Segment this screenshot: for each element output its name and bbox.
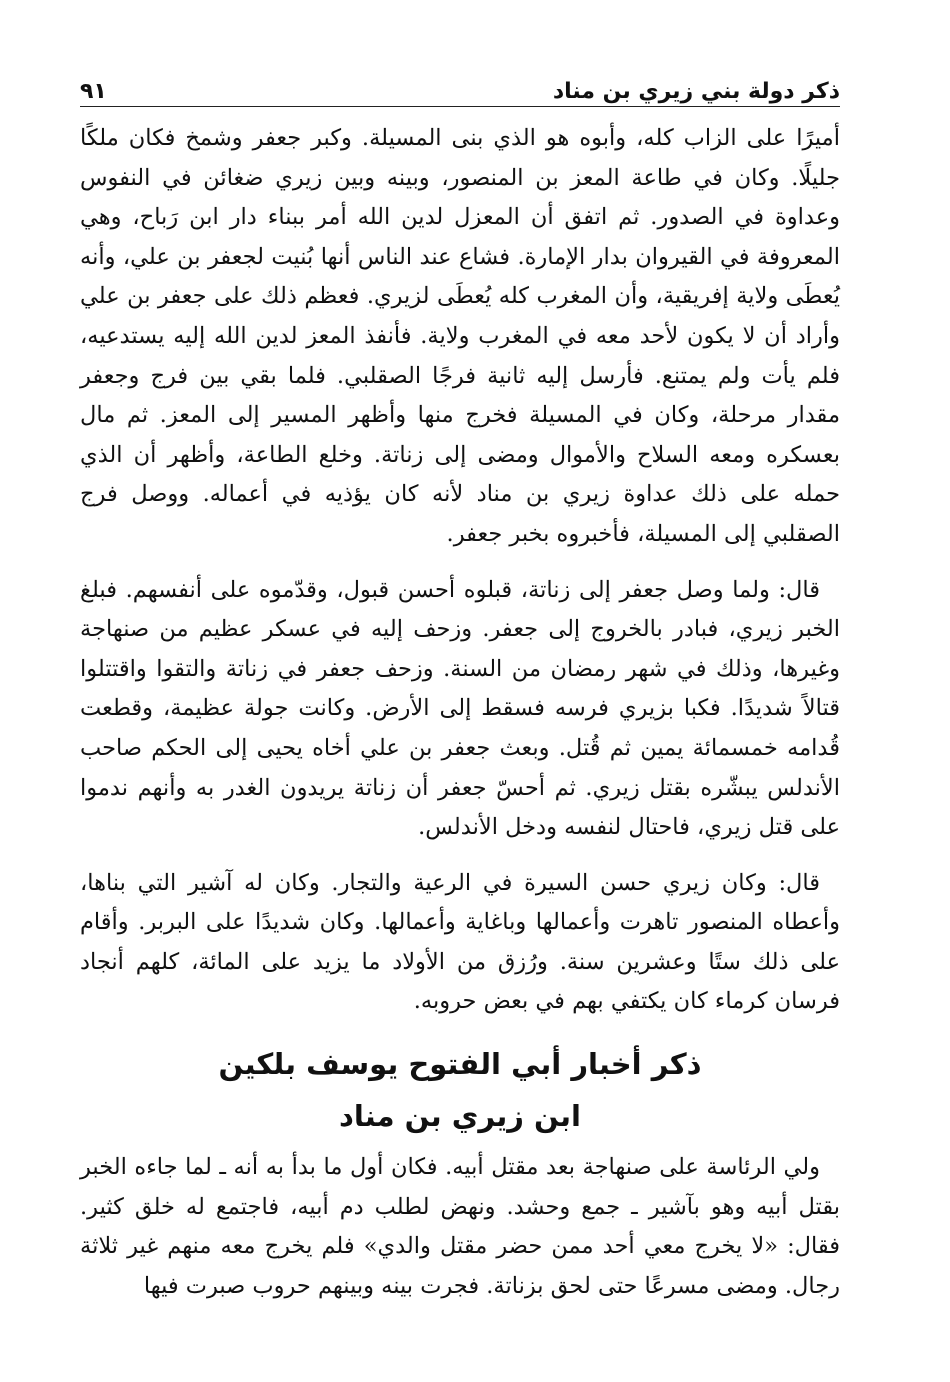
section-heading-line-1: ذكر أخبار أبي الفتوح يوسف بلكين: [218, 1047, 702, 1082]
book-page: [80, 70, 840, 1322]
running-header: [80, 70, 840, 107]
page-body: [80, 119, 840, 1306]
paragraph-3: قال: وكان زيري حسن السيرة في الرعية والتجار. وكان له آشير التي بناها، وأعطاه المنصور تاهرت وأعمالها وباغاية وأعمالها. وكان شديدًا على البربر. وأقام على ذلك ستًا وعشرين سنة. ورُزق من الأولاد ما يزيد على المائة، كلهم أنجاد فرسان كرماء كان يكتفي بهم في بعض حروبه.: [80, 869, 840, 1015]
running-title: ذكر دولة بني زيري بن مناد: [552, 79, 840, 104]
page-number: ٩١: [80, 79, 107, 104]
paragraph-2: قال: ولما وصل جعفر إلى زناتة، قبلوه أحسن قبول، وقدّموه على أنفسهم. فبلغ الخبر زيري، فبادر بالخروج إلى جعفر. وزحف إليه في عسكر عظيم من صنهاجة وغيرها، وذلك في شهر رمضان من السنة. وزحف جعفر في زناتة والتقوا واقتتلوا قتالاً شديدًا. فكبا بزيري فرسه فسقط إلى الأرض. وكانت جولة عظيمة، وقطعت قُدامه خمسمائة يمين ثم قُتل. وبعث جعفر بن علي أخاه يحيى إلى الحكم صاحب الأندلس يبشّره بقتل زيري. ثم أحسّ جعفر أن زناتة يريدون الغدر به وأنهم ندموا على قتل زيري، فاحتال لنفسه ودخل الأندلس.: [80, 576, 840, 841]
paragraph-4: ولي الرئاسة على صنهاجة بعد مقتل أبيه. فكان أول ما بدأ به أنه ـ لما جاءه الخبر بقتل أبيه وهو بآشير ـ جمع وحشد. ونهض لطلب دم أبيه، فاجتمع له خلق كثير. فقال: «لا يخرج معي أحد ممن حضر مقتل والدي» فلم يخرج معه منهم غير ثلاثة رجال. ومضى مسرعًا حتى لحق بزناتة. فجرت بينه وبينهم حروب صبرت فيها: [80, 1154, 840, 1299]
paragraph-1: أميرًا على الزاب كله، وأبوه هو الذي بنى المسيلة. وكبر جعفر وشمخ فكان ملكًا جليلًا. وكان في طاعة المعز بن المنصور، وبينه وبين زيري ضغائن في النفوس وعداوة في الصدور. ثم اتفق أن المعزل لدين الله أمر ببناء دار ابن رَباح، وهي المعروفة في القيروان بدار الإمارة. فشاع عند الناس أنها بُنيت لجعفر بن علي، وأنه يُعطَى ولاية إفريقية، وأن المغرب كله يُعطَى لزيري. فعظم ذلك على جعفر بن علي وأراد أن لا يكون لأحد معه في المغرب ولاية. فأنفذ المعز لدين الله إليه يستدعيه، فلم يأت ولم يمتنع. فأرسل إليه ثانية فرجًا الصقلبي. فلما بقي بين فرج وجعفر مقدار مرحلة، وكان في المسيلة فخرج منها وأظهر المسير إلى المعز. ثم مال بعسكره ومعه السلاح والأموال ومضى إلى زناتة. وخلع الطاعة، وأظهر أن الذي حمله على ذلك عداوة زيري بن مناد لأنه كان يؤذيه في أعماله. ووصل فرج الصقلبي إلى المسيلة، فأخبروه بخبر جعفر.: [80, 125, 840, 547]
section-heading: [80, 1038, 840, 1142]
section-heading-line-2: ابن زيري بن مناد: [339, 1099, 581, 1134]
